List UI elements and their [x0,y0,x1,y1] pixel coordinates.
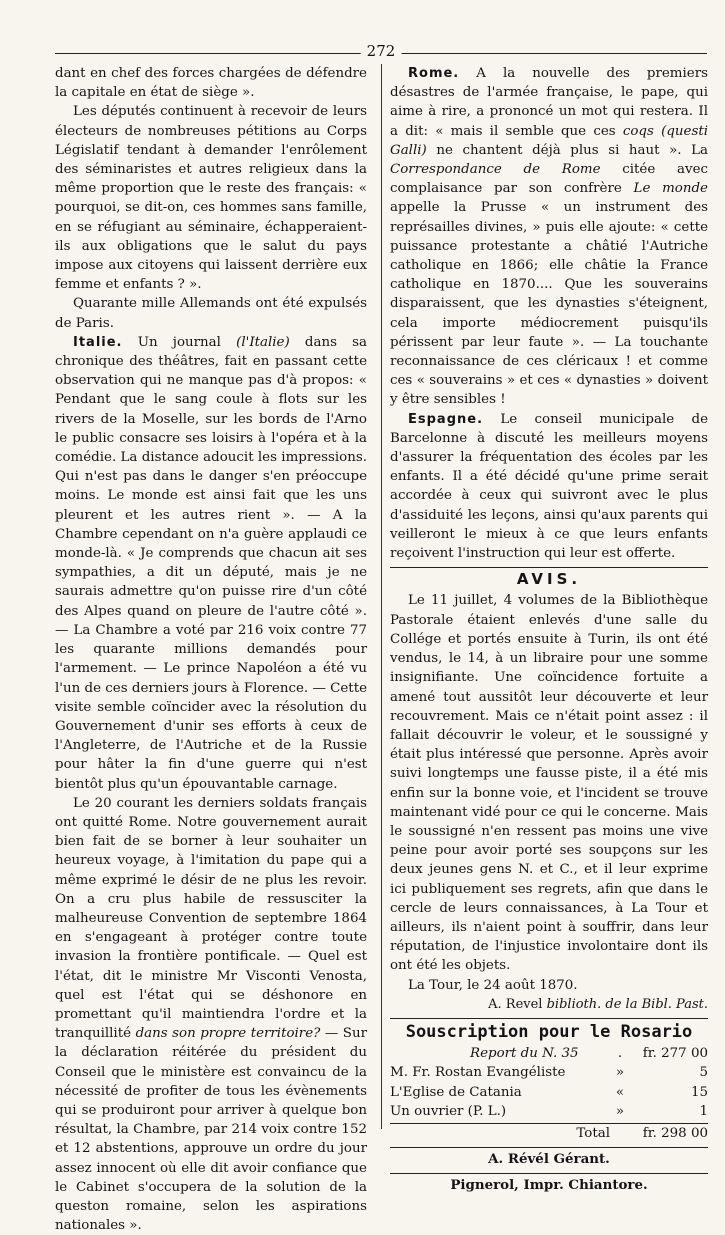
subscription-title: Souscription pour le Rosario [405,1021,693,1042]
journal-name: (l'Italie) [236,334,290,350]
italie-paragraph [55,333,367,794]
espagne-paragraph [390,410,708,564]
avis-date: La Tour, le 24 août 1870. [408,977,578,993]
text-run: dans sa chronique des théâtres, fait en passant cette observation qui ne manque pas d'à propos: « Pendant que le sang coule à flots sur les rivers de la Moselle, sur les bords de l'Arno le public consacre ses loisirs à l'opéra et à la comédie. La distance adoucit les impressions. Qui n'est pas dans le danger s'en préoccupe moins. Le monde est ainsi fait que les uns pleurent et les autres rient ». — A la Chambre cependant on n'a guère applaudi ce monde-là. « Je comprends que chacun ait ses sympathies, a dit un député, mais je ne saurais admettre qu'on puisse rire d'un côté des Alpes quand on pleure de l'autre côté ». — La Chambre a voté par 216 voix contre 77 les quarante millions demandés pour l'armement. — Le prince Napoléon a été vu l'un de ces derniers jours à Florence. — Cette visite semble coïncider avec la résolution du Gouvernement d'unir ses efforts à ceux de l'Angleterre, de l'Autriche et de la Russie pour hâter la fin d'une guerre qui n'est bientôt plus qu'un épouvantable carnage. [55,334,368,792]
signature-name: A. Revel [488,996,543,1012]
left-column [55,64,367,1235]
row-amount: 1 [699,1103,708,1119]
text-run: ne chantent déjà plus si haut ». La [436,142,708,158]
section-rule [390,567,708,568]
section-heading-rome: Rome. [408,66,460,81]
italic-title: Le monde [633,181,708,197]
paragraph: Quarante mille Allemands ont été expulsés de Paris. [55,296,367,331]
right-column [390,64,708,1196]
section-heading-italie: Italie. [73,334,123,350]
text-run: Un journal [137,334,221,350]
text-run: A la nouvelle des premiers désastres de l'armée française, le pape, qui aime à rire, a prononcé un mot qui restera. Il a dit: « mais il semble que ces [390,66,708,139]
section-rule [390,1173,708,1174]
total-label: Total [576,1125,610,1141]
paragraph: dant en chef des forces chargées de défendre la capitale en état de siège ». [55,66,367,101]
section-rule [390,1147,708,1148]
italic-title: Correspondance de Rome [390,162,601,178]
table-row [390,1083,708,1102]
text-run: citée avec complaisance par son confrère [390,162,708,197]
rome-paragraph [390,64,708,410]
row-amount: 15 [690,1084,708,1100]
column-divider [381,64,382,1129]
row-amount: 5 [699,1065,708,1081]
row-symbol: . [617,1046,623,1062]
italic-quote: dans son propre territoire? [135,1026,321,1042]
text-run: Le conseil municipale de Barcelonne à discuté les meilleurs moyens d'assurer la fréquentation des écoles par les enfants. Il a été décidé qu'une prime serait accordée à ceux qui suivront avec le plus d'assiduité les leçons, ainsi qu'aux parents qui veilleront le mieux à ce que leurs enfants reçoivent l'instruction qui leur est offerte. [390,411,708,562]
row-symbol: » [615,1103,625,1119]
avis-title: AVIS. [516,570,582,589]
text-run: — Sur la déclaration réitérée du président du Conseil que le ministère est convaincu de la nécessité de profiter de tous les évènements qui se produiront pour arriver à quelque bon résultat, la Chambre, par 214 voix contre 152 et 12 abstentions, approuve un ordre du jour assez innocent où elle dit avoir confiance que le Cabinet s'occupera de la solution de la queston romaine, selon les aspirations nationales ». [55,1026,367,1234]
table-row [390,1063,708,1082]
italic-phrase: coqs (questi Galli) [390,123,708,158]
text-run: Le 20 courant les derniers soldats français ont quitté Rome. Notre gouvernement aurait bien fait de se borner à leur souhaiter un heureux voyage, à l'imitation du pape qui a même exprimé le désir de ne plus les revoir. On a cru plus habile de ressusciter la malheureuse Convention de septembre 1864 en s'engageant à protéger contre toute invasion la frontière pontificale. — Quel est l'état, dit le ministre Mr Visconti Venosta, quel est l'état qui se déshonore en promettant qu'il maintiendra l'ordre et la tranquillité [55,795,367,1042]
gerant-line: A. Révél Gérant. [488,1151,610,1168]
paragraph: Les députés continuent à recevoir de leurs électeurs de nombreuses pétitions au Corps Législatif tendant à demander l'enrôlement des séminaristes et autres religieux dans la même proportion que le reste des français: « pourquoi, se dit-on, ces hommes sans famille, en se réfugiant au séminaire, échapperaient-ils aux obligations que le salut du pays impose aux citoyens qui laissent derrière eux femme et enfants ? ». [55,104,367,293]
total-row [390,1123,708,1143]
page-number: 272 [361,42,402,60]
text-run: appelle la Prusse « un instrument des représailles divines, » puis elle ajoute: « cette puissance protestante a châtié l'Autriche catholique en 1866; elle châtie la France catholique en 1870.... Que les souverains disparaissent, que les dynasties s'éteignent, cela importe médiocrement puisqu'ils périssent par leur faute ». — La touchante reconnaissance de ces cléricaux ! et comme ces « souverains » et ces « dynasties » doivent y être sensibles ! [390,200,708,408]
row-label: Un ouvrier (P. L.) [390,1103,507,1119]
section-heading-espagne: Espagne. [408,411,484,427]
row-amount: fr. 277 00 [642,1046,708,1062]
row-symbol: » [615,1065,625,1081]
page-header [55,42,707,62]
table-row [390,1102,708,1121]
row-label: Report du N. 35 [470,1046,579,1062]
imprint-line: Pignerol, Impr. Chiantore. [450,1177,648,1194]
avis-signature [390,995,708,1014]
signature-title: biblioth. de la Bibl. Past. [546,996,708,1012]
section-rule [390,1018,708,1019]
total-amount: fr. 298 00 [642,1125,708,1141]
avis-paragraph: Le 11 juillet, 4 volumes de la Bibliothèque Pastorale étaient enlevés d'une salle du Collége et portés ensuite à Turin, ils ont été vendus, le 14, à un libraire pour une somme insignifiante. Une coïncidence fortuite a amené tout aussitôt leur découverte et leur recouvrement. Mais ce n'était point assez : il fallait découvrir le voleur, et le soussigné y était plus intéressé que personne. Après avoir suivi longtemps une fausse piste, il a été mis enfin sur la bonne voie, et l'incident se trouve maintenant vidé pour ce qui le concerne. Mais le soussigné n'en ressent pas moins une vive peine pour avoir porté ses soupçons sur les deux jeunes gens N. et C., et il leur exprime ici publiquement ses regrets, afin que dans le cercle de leurs connaissances, à La Tour et ailleurs, ils n'aient point à souffrir, dans leur réputation, de l'injustice involontaire dont ils ont été les objets. [390,593,708,974]
row-symbol: « [615,1084,625,1100]
row-label: L'Eglise de Catania [390,1084,522,1100]
table-row [390,1044,708,1063]
row-label: M. Fr. Rostan Evangéliste [390,1065,566,1081]
